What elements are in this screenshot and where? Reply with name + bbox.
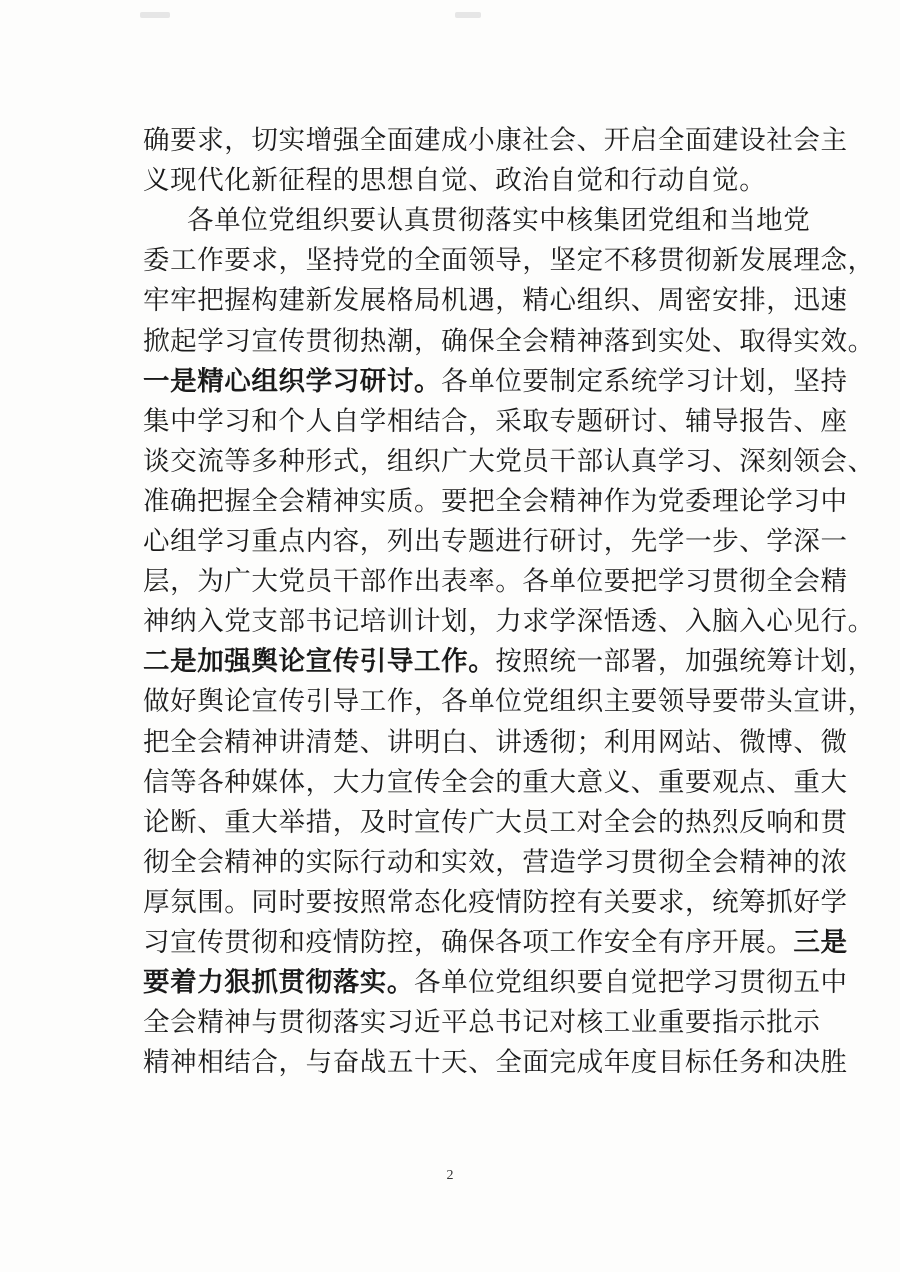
body-text-segment: 按照统一部署，加强统筹计划， bbox=[495, 646, 875, 678]
text-line bbox=[143, 923, 848, 963]
body-text-segment: 集中学习和个人自学相结合，采取专题研讨、辅导报告、座 bbox=[143, 405, 848, 437]
text-line bbox=[143, 602, 875, 642]
body-text-segment: 确要求，切实增强全面建成小康社会、开启全面建设社会主 bbox=[143, 125, 848, 156]
text-line bbox=[143, 281, 848, 321]
text-line bbox=[143, 482, 848, 522]
scan-artifact bbox=[140, 12, 170, 18]
body-text-segment: 精神相结合，与奋战五十天、全面完成年度目标任务和决胜 bbox=[143, 1047, 848, 1079]
body-text-segment: 谈交流等多种形式，组织广大党员干部认真学习、深刻领会、 bbox=[143, 445, 875, 477]
text-line bbox=[143, 322, 875, 362]
body-text-segment: 信等各种媒体，大力宣传全会的重大意义、重要观点、重大 bbox=[143, 766, 848, 798]
text-line bbox=[143, 642, 875, 682]
body-text-segment: 义现代化新征程的思想自觉、政治自觉和行动自觉。 bbox=[143, 165, 767, 197]
body-text-segment: 准确把握全会精神实质。要把全会精神作为党委理论学习中 bbox=[143, 485, 848, 517]
text-line bbox=[143, 883, 848, 923]
bold-heading-text: 要着力狠抓贯彻落实。 bbox=[143, 967, 414, 999]
text-line bbox=[143, 803, 848, 843]
body-text-segment: 掀起学习宣传贯彻热潮，确保全会精神落到实处、取得实效。 bbox=[143, 325, 875, 357]
body-text-segment: 各单位要制定系统学习计划，坚持 bbox=[441, 365, 848, 397]
body-text-segment: 牢牢把握构建新发展格局机遇，精心组织、周密安排，迅速 bbox=[143, 285, 848, 317]
text-line bbox=[143, 682, 875, 722]
text-line bbox=[143, 723, 848, 763]
body-text-segment: 心组学习重点内容，列出专题进行研讨，先学一步、学深一 bbox=[143, 526, 848, 557]
body-text-segment: 做好舆论宣传引导工作，各单位党组织主要领导要带头宣讲， bbox=[143, 686, 875, 718]
text-line bbox=[143, 121, 848, 161]
page-number: 2 bbox=[446, 1168, 454, 1183]
text-line bbox=[143, 562, 848, 602]
text-line bbox=[143, 241, 875, 281]
bold-heading-text: 三是 bbox=[793, 927, 848, 958]
scan-artifact bbox=[455, 12, 481, 18]
text-line bbox=[143, 1003, 821, 1043]
text-line bbox=[143, 522, 848, 562]
text-line bbox=[187, 201, 827, 241]
text-line bbox=[143, 1043, 848, 1083]
body-text-segment: 委工作要求，坚持党的全面领导，坚定不移贯彻新发展理念， bbox=[143, 245, 875, 277]
body-text-segment: 论断、重大举措，及时宣传广大员工对全会的热烈反响和贯 bbox=[143, 806, 848, 838]
body-text-segment: 各单位党组织要自觉把学习贯彻五中 bbox=[414, 967, 848, 999]
text-line bbox=[143, 161, 783, 201]
body-text-segment: 各单位党组织要认真贯彻落实中核集团党组和当地党 bbox=[187, 205, 811, 237]
bold-heading-text: 二是加强舆论宣传引导工作。 bbox=[143, 646, 496, 678]
body-text-segment: 彻全会精神的实际行动和实效，营造学习贯彻全会精神的浓 bbox=[143, 846, 848, 878]
body-text-segment: 层，为广大党员干部作出表率。各单位要把学习贯彻全会精 bbox=[143, 566, 848, 598]
text-line bbox=[143, 963, 848, 1003]
body-text-segment: 习宣传贯彻和疫情防控，确保各项工作安全有序开展。 bbox=[143, 927, 794, 958]
text-line bbox=[143, 442, 875, 482]
body-text-segment: 神纳入党支部书记培训计划，力求学深悟透、入脑入心见行。 bbox=[143, 606, 875, 638]
text-line bbox=[143, 843, 848, 883]
body-text-segment: 厚氛围。同时要按照常态化疫情防控有关要求，统筹抓好学 bbox=[143, 886, 848, 918]
body-text-segment: 全会精神与贯彻落实习近平总书记对核工业重要指示批示 bbox=[143, 1007, 821, 1039]
text-line bbox=[143, 763, 848, 803]
body-text-segment: 把全会精神讲清楚、讲明白、讲透彻；利用网站、微博、微 bbox=[143, 726, 848, 758]
text-line bbox=[143, 362, 848, 402]
bold-heading-text: 一是精心组织学习研讨。 bbox=[143, 365, 442, 397]
text-line bbox=[143, 402, 848, 442]
